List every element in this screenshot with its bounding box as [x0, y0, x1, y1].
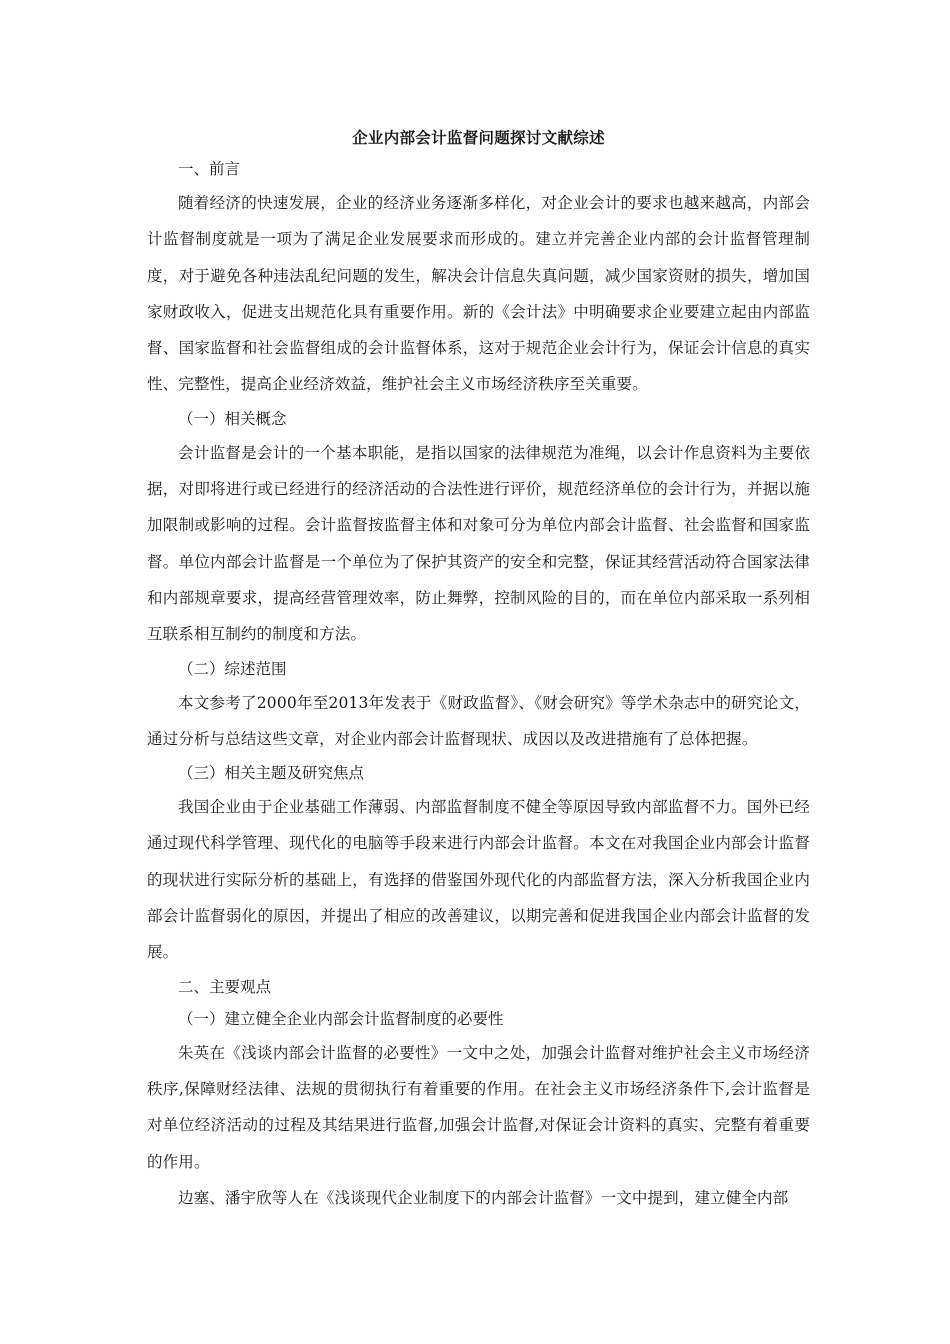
subheading-related-concepts: （一）相关概念	[178, 409, 287, 428]
subheading-review-scope: （二）综述范围	[178, 659, 287, 678]
document-title: 企业内部会计监督问题探讨文献综述	[352, 128, 605, 147]
paragraph-related-concepts: 会计监督是会计的一个基本职能，是指以国家的法律规范为准绳，以会计作息资料为主要依据，对即将进行或已经进行的经济活动的合法性进行评价，规范经济单位的会计行为，并据以施加限制或影响的过程。会计监督按监督主体和对象可分为单位内部会计监督、社会监督和国家监督。单位内部会计监督是一个单位为了保护其资产的安全和完整，保证其经营活动符合国家法律和内部规章要求，提高经营管理效率，防止舞弊，控制风险的目的，而在单位内部采取一系列相互联系相互制约的制度和方法。	[147, 443, 810, 644]
paragraph-necessity-zhu: 朱英在《浅谈内部会计监督的必要性》一文中之处，加强会计监督对维护社会主义市场经济秩序,保障财经法律、法规的贯彻执行有着重要的作用。在社会主义市场经济条件下,会计监督是对单位经济活动的过程及其结果进行监督,加强会计监督,对保证会计资料的真实、完整有着重要的作用。	[147, 1043, 810, 1171]
paragraph-research-focus: 我国企业由于企业基础工作薄弱、内部监督制度不健全等原因导致内部监督不力。国外已经通过现代科学管理、现代化的电脑等手段来进行内部会计监督。本文在对我国企业内部会计监督的现状进行实际分析的基础上，有选择的借鉴国外现代化的内部监督方法，深入分析我国企业内部会计监督弱化的原因，并提出了相应的改善建议，以期完善和促进我国企业内部会计监督的发展。	[147, 798, 810, 962]
paragraph-necessity-bian: 边塞、潘宇欣等人在《浅谈现代企业制度下的内部会计监督》一文中提到，建立健全内部	[178, 1188, 789, 1207]
paragraph-preface: 随着经济的快速发展，企业的经济业务逐渐多样化，对企业会计的要求也越来越高，内部会计监督制度就是一项为了满足企业发展要求而形成的。建立并完善企业内部的会计监督管理制度，对于避免各种违法乱纪问题的发生，解决会计信息失真问题，减少国家资财的损失，增加国家财政收入，促进支出规范化具有重要作用。新的《会计法》中明确要求企业要建立起由内部监督、国家监督和社会监督组成的会计监督体系，这对于规范企业会计行为，保证会计信息的真实性、完整性，提高企业经济效益，维护社会主义市场经济秩序至关重要。	[147, 194, 810, 394]
document-page	[147, 122, 810, 1216]
section-heading-main-views: 二、主要观点	[178, 977, 272, 996]
section-heading-preface: 一、前言	[178, 160, 241, 178]
paragraph-review-scope: 本文参考了2000年至2013年发表于《财政监督》、《财会研究》等学术杂志中的研究论文，通过分析与总结这些文章，对企业内部会计监督现状、成因以及改进措施有了总体把握。	[147, 693, 810, 748]
subheading-research-focus: （三）相关主题及研究焦点	[178, 764, 365, 783]
subheading-necessity: （一）建立健全企业内部会计监督制度的必要性	[178, 1009, 504, 1028]
